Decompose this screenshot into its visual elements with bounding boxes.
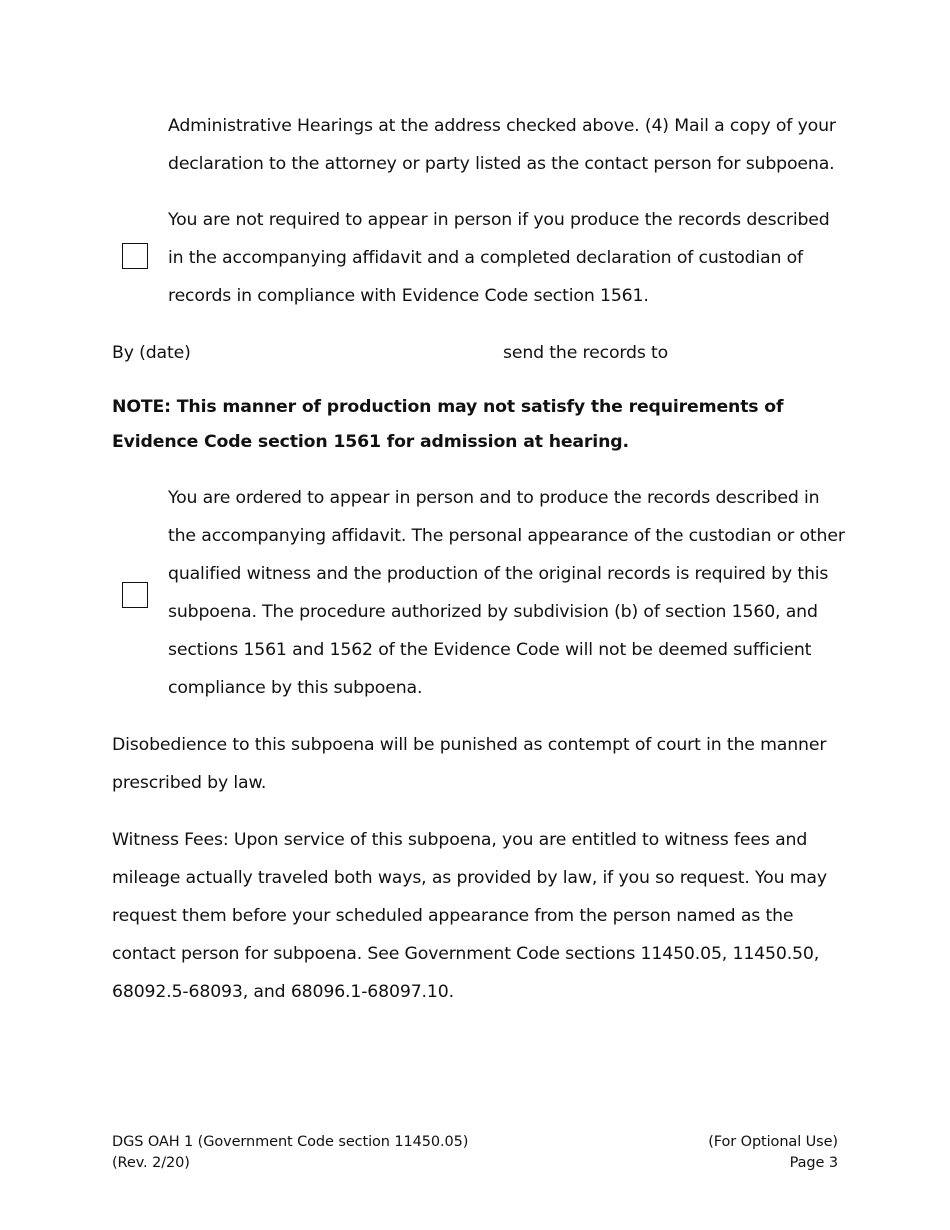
appear-in-person-text: You are ordered to appear in person and to produce the records described in the accompanying affidavit. The personal appearance of the custodian or other qualified witness and the production of the original records is required by this subpoena. The procedure authorized by subdivision (b) of section 1560, and sections 1561 and 1562 of the Evidence Code will not be deemed sufficient compliance by this subpoena.: [168, 488, 845, 698]
send-records-label: send the records to: [503, 343, 669, 363]
by-date-label: By (date): [112, 343, 191, 363]
footer-usage: (For Optional Use): [708, 1134, 838, 1150]
appear-in-person-checkbox[interactable]: [122, 582, 148, 608]
footer-form-id: DGS OAH 1 (Government Code section 11450.05): [112, 1134, 469, 1150]
footer-left: [112, 1132, 468, 1174]
continued-paragraph: Administrative Hearings at the address checked above. (4) Mail a copy of your declaration to the attorney or party listed as the contact person for subpoena.: [168, 116, 836, 174]
witness-fees-paragraph: Witness Fees: Upon service of this subpoena, you are entitled to witness fees and mileage actually traveled both ways, as provided by law, if you so request. You may request them before your scheduled appearance from the person named as the contact person for subpoena. See Government Code sections 11450.05, 11450.50, 68092.5-68093, and 68096.1-68097.10.: [112, 830, 827, 1002]
no-appearance-text: You are not required to appear in person if you produce the records described in the accompanying affidavit and a completed declaration of custodian of records in compliance with Evidence Code section 1561.: [168, 210, 830, 306]
footer-right: [600, 1132, 838, 1174]
footer-page-number: Page 3: [789, 1155, 838, 1171]
footer-revision: (Rev. 2/20): [112, 1155, 190, 1171]
note-paragraph: NOTE: This manner of production may not satisfy the requirements of Evidence Code section 1561 for admission at hearing.: [112, 397, 784, 452]
disobedience-paragraph: Disobedience to this subpoena will be punished as contempt of court in the manner prescribed by law.: [112, 735, 827, 793]
no-appearance-checkbox[interactable]: [122, 243, 148, 269]
